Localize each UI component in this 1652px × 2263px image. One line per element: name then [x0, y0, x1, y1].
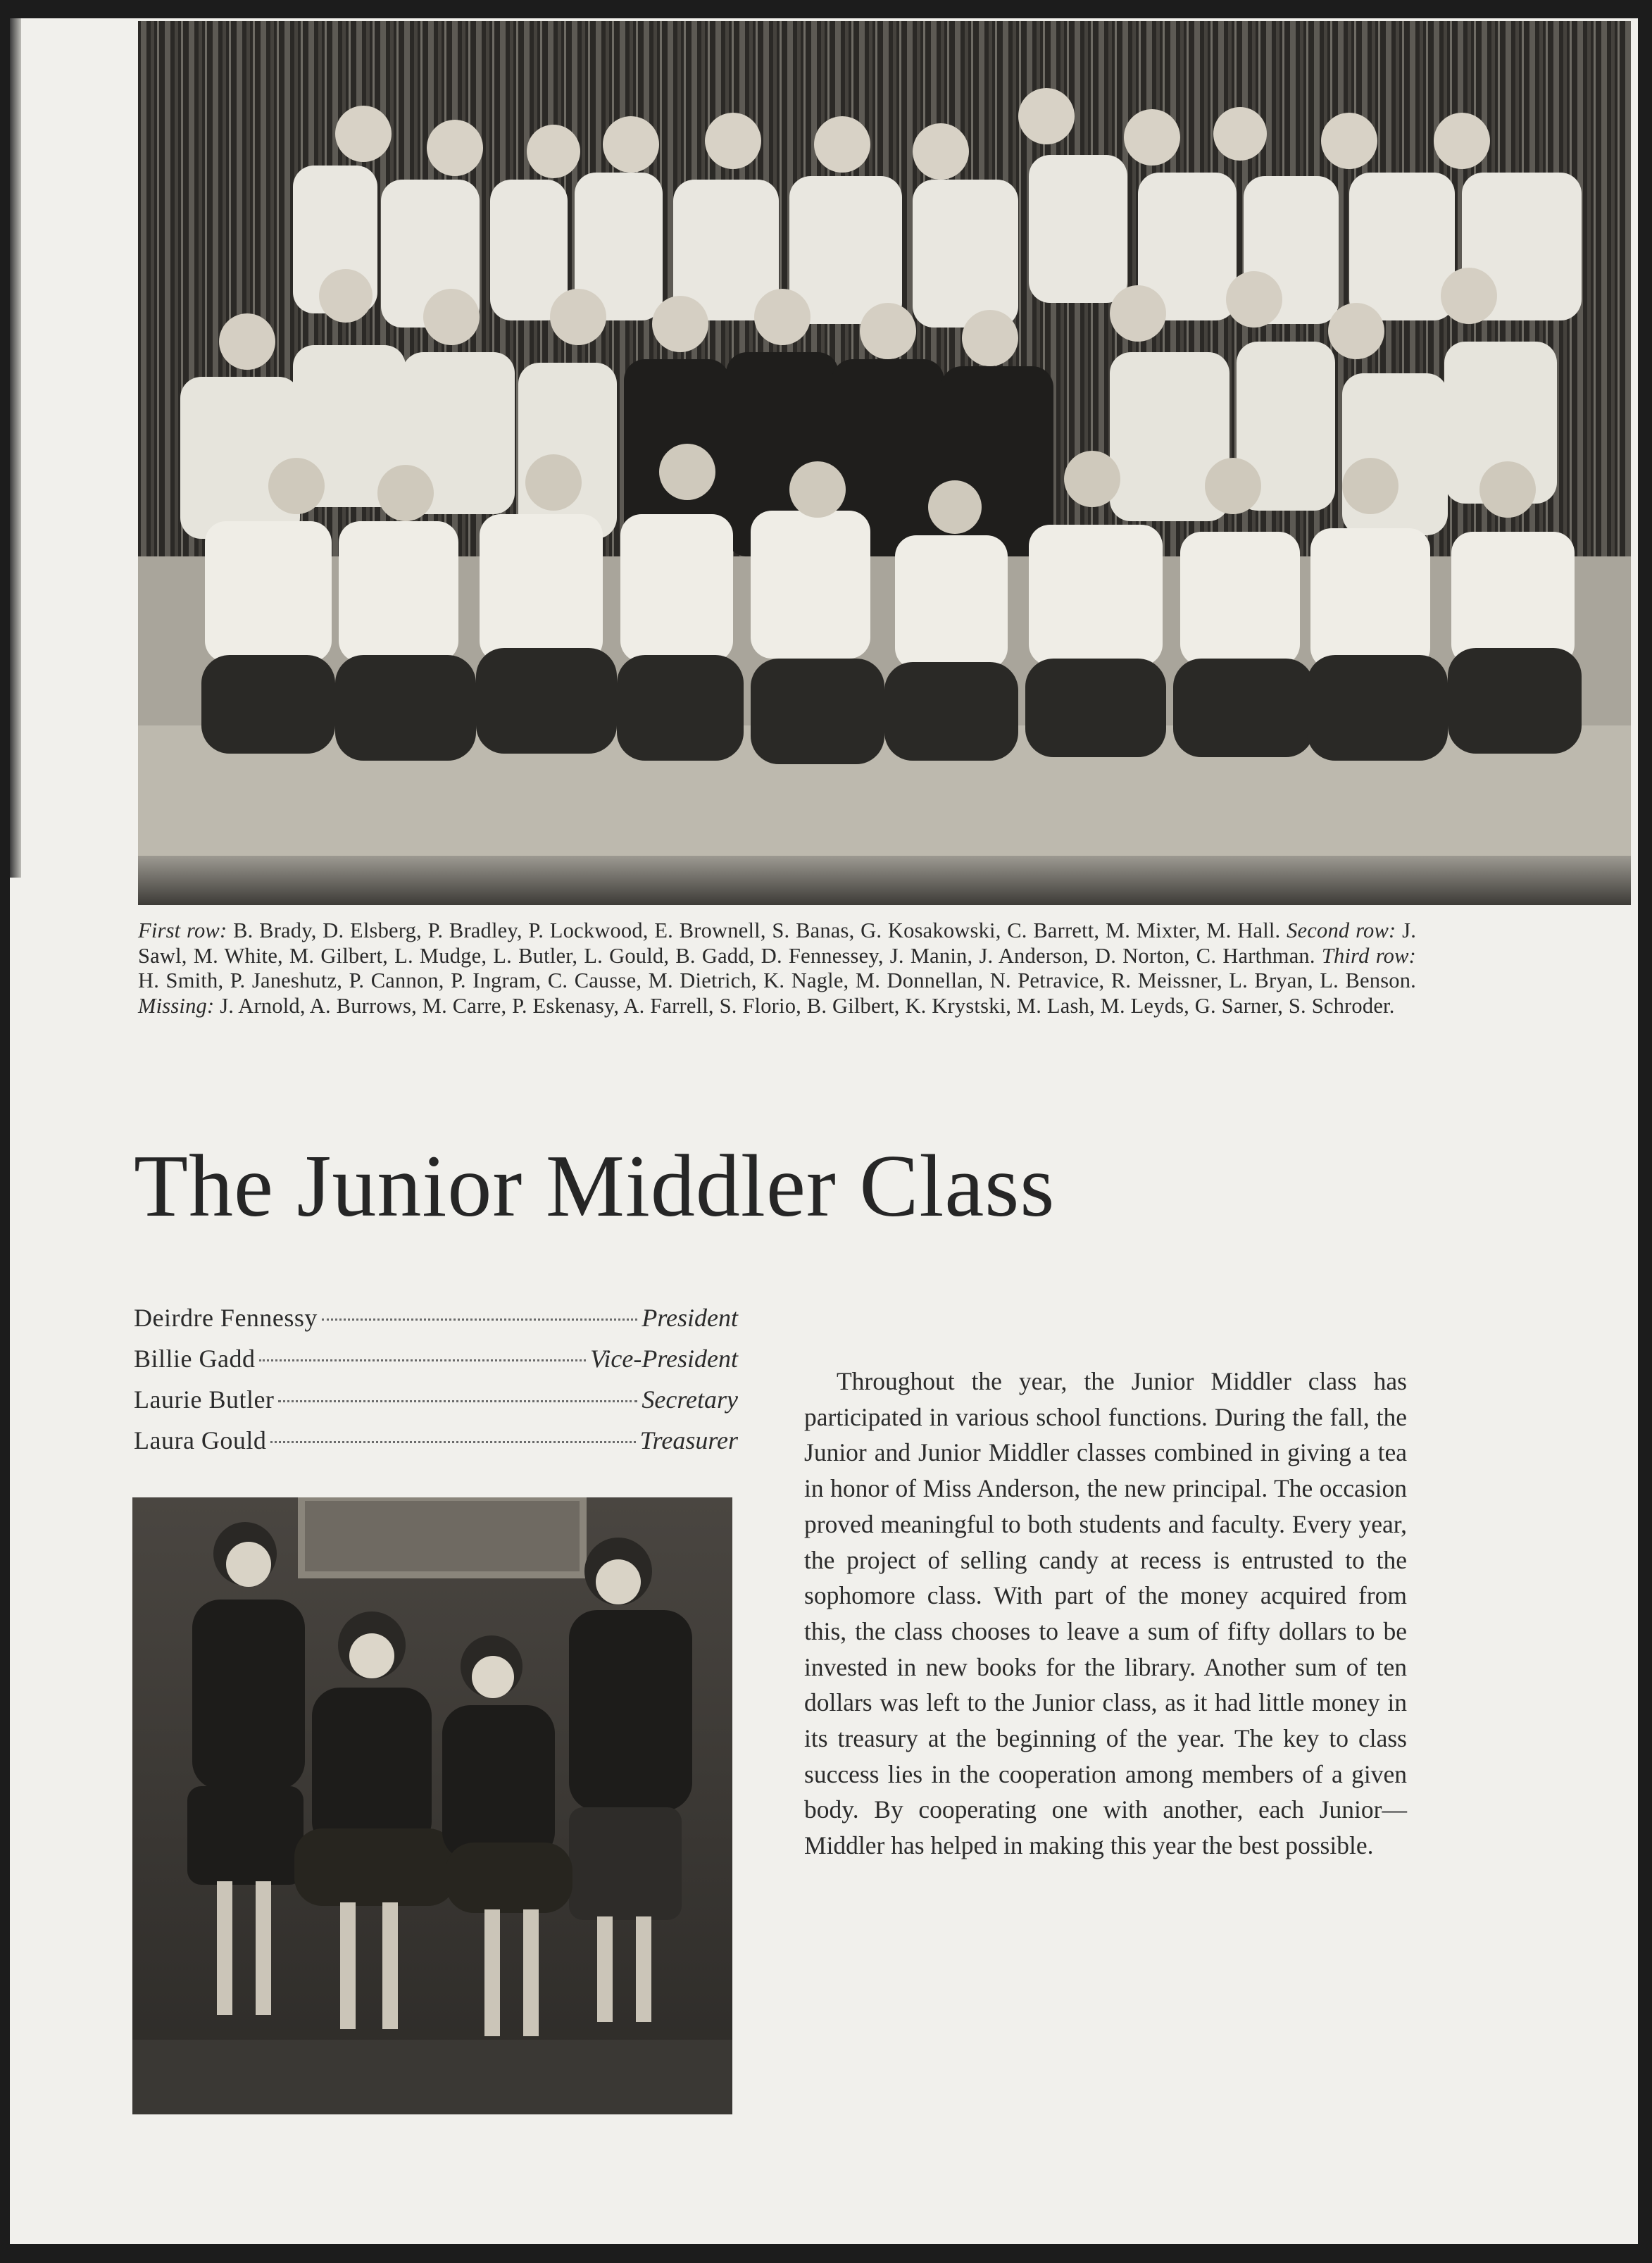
leader-dots: [270, 1441, 635, 1443]
officer-name: Laurie Butler: [134, 1385, 275, 1414]
leader-dots: [322, 1318, 637, 1321]
officer-role: President: [642, 1304, 738, 1332]
officer-name: Laura Gould: [134, 1426, 267, 1454]
second-row-label: Second row:: [1287, 918, 1396, 942]
first-row-label: First row:: [138, 918, 227, 942]
missing-label: Missing:: [138, 993, 215, 1018]
photo-caption: [138, 918, 1416, 1018]
officer-row: [134, 1420, 738, 1461]
officer-role: Secretary: [642, 1385, 738, 1414]
officer-name: Deirdre Fennessy: [134, 1304, 318, 1332]
officer-role: Vice-President: [590, 1345, 738, 1373]
officer-row: [134, 1297, 738, 1338]
officer-name: Billie Gadd: [134, 1345, 256, 1373]
officers-list: [134, 1297, 738, 1461]
third-row-label: Third row:: [1321, 943, 1416, 968]
leader-dots: [278, 1400, 637, 1402]
second-row-names: J. Sawl, M. White, M. Gilbert, L. Mudge, L. Butler, L. Gould, B. Gadd, D. Fennessey, J. Manin, J. Anderson, D. Norton, C. Harthman.: [138, 918, 1417, 968]
class-narrative: Throughout the year, the Junior Middler class has participated in various school functions. During the fall, the Junior and Junior Middler classes combined in giving a tea in honor of Miss Anderson, the new principal. The occasion proved meaningful to both students and faculty. Every year, the project of selling candy at recess is entrusted to the sophomore class. With part of the money acquired from this, the class chooses to leave a sum of fifty dollars to be invested in new books for the library. Another sum of ten dollars was left to the Junior class, as it had little money in its treasury at the beginning of the year. The key to class success lies in the cooperation among members of a given body. By cooperating one with another, each Junior—Middler has helped in making this year the best possible.: [804, 1367, 1407, 1860]
third-row-names: H. Smith, P. Janeshutz, P. Cannon, P. Ingram, C. Causse, M. Dietrich, K. Nagle, M. Donnellan, N. Petravice, R. Meissner, L. Bryan, L. Benson.: [138, 968, 1416, 992]
officer-row: [134, 1338, 738, 1379]
officers-photo: [132, 1497, 732, 2114]
class-group-photo: [138, 21, 1631, 905]
officer-row: [134, 1379, 738, 1420]
missing-names: J. Arnold, A. Burrows, M. Carre, P. Eskenasy, A. Farrell, S. Florio, B. Gilbert, K. Krystski, M. Lash, M. Leyds, G. Sarner, S. Schroder.: [220, 993, 1395, 1018]
first-row-names: B. Brady, D. Elsberg, P. Bradley, P. Lockwood, E. Brownell, S. Banas, G. Kosakowski, C. Barrett, M. Mixter, M. Hall.: [233, 918, 1281, 942]
leader-dots: [259, 1359, 586, 1361]
officer-role: Treasurer: [639, 1426, 738, 1454]
page-title: The Junior Middler Class: [134, 1137, 1056, 1235]
page-binding-shadow: [10, 18, 21, 878]
